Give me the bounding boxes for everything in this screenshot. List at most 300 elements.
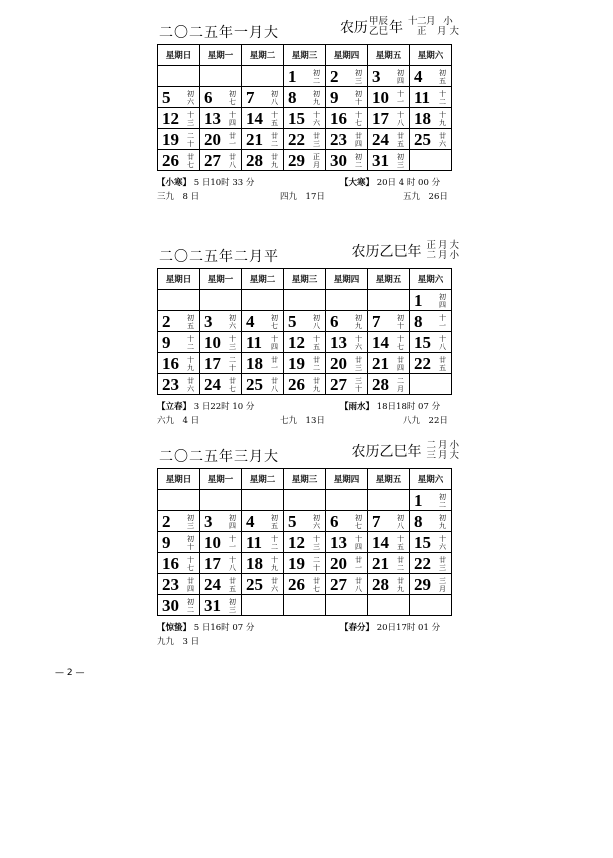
lunar-day: 廿 四 <box>397 356 404 372</box>
lunar-day: 初 七 <box>355 514 362 530</box>
lunar-months-a <box>408 17 435 37</box>
empty-day-cell <box>158 490 200 511</box>
solar-term-time: 3 日22时 10 分 <box>193 402 255 412</box>
empty-day-cell <box>326 490 368 511</box>
day-number: 18 <box>414 109 431 128</box>
lunar-day: 初 十 <box>397 314 404 330</box>
day-cell <box>242 353 284 374</box>
day-cell <box>200 511 242 532</box>
solar-term-name: 【立春】 <box>157 402 192 412</box>
day-number: 27 <box>330 575 347 594</box>
day-number: 4 <box>246 312 255 331</box>
week-row <box>158 290 452 311</box>
lunar-month-text: 二 <box>426 440 436 451</box>
day-cell <box>242 574 284 595</box>
month-header <box>157 14 459 44</box>
weekday-header-row <box>158 269 452 290</box>
empty-day-cell <box>242 595 284 616</box>
day-number: 26 <box>162 151 179 170</box>
weekday-header: 星期二 <box>242 469 284 490</box>
week-row <box>158 87 452 108</box>
lunar-month-text: 月 <box>437 440 448 451</box>
calendar-grid <box>157 44 452 171</box>
lunar-month-text: 月 <box>437 250 448 261</box>
day-cell <box>368 150 410 171</box>
day-cell <box>158 332 200 353</box>
nine-item <box>280 190 325 202</box>
day-number: 14 <box>246 109 263 128</box>
solar-term-1 <box>157 621 254 633</box>
empty-day-cell <box>200 66 242 87</box>
weekday-header: 星期五 <box>368 469 410 490</box>
calendar-grid <box>157 468 452 616</box>
lunar-day: 十 五 <box>397 535 404 551</box>
day-number: 14 <box>372 333 389 352</box>
lunar-years <box>369 17 388 37</box>
day-cell <box>410 490 452 511</box>
week-row <box>158 108 452 129</box>
day-cell <box>368 574 410 595</box>
lunar-day: 廿 二 <box>313 356 320 372</box>
day-number: 2 <box>162 312 171 331</box>
weekday-header: 星期三 <box>284 469 326 490</box>
day-cell <box>242 332 284 353</box>
nine-item <box>280 414 325 426</box>
lunar-day: 廿 四 <box>187 577 194 593</box>
lunar-day: 十 二 <box>439 90 446 106</box>
lunar-day: 廿 三 <box>313 132 320 148</box>
day-number: 21 <box>372 354 389 373</box>
day-cell <box>368 311 410 332</box>
empty-day-cell <box>368 595 410 616</box>
lunar-day: 廿 七 <box>229 377 236 393</box>
day-number: 25 <box>246 375 263 394</box>
lunar-day: 初 八 <box>397 514 404 530</box>
weekday-header: 星期四 <box>326 469 368 490</box>
day-number: 15 <box>414 333 431 352</box>
lunar-year-2: 乙巳 <box>368 26 388 37</box>
week-row <box>158 374 452 395</box>
lunar-day: 廿 八 <box>355 577 362 593</box>
day-number: 6 <box>330 312 339 331</box>
solar-terms <box>157 619 459 635</box>
day-cell <box>368 374 410 395</box>
lunar-month-text: 月 大 <box>436 26 459 37</box>
lunar-day: 初 五 <box>439 69 446 85</box>
day-cell <box>242 87 284 108</box>
day-cell <box>326 511 368 532</box>
day-cell <box>368 532 410 553</box>
lunar-day: 十 四 <box>355 535 362 551</box>
nine-item <box>157 414 199 426</box>
lunar-day: 廿 一 <box>271 356 278 372</box>
weekday-header: 星期二 <box>242 45 284 66</box>
lunar-day: 十 五 <box>271 111 278 127</box>
solar-term-time: 20日 4 时 00 分 <box>376 178 441 188</box>
day-cell <box>326 87 368 108</box>
day-cell <box>200 108 242 129</box>
day-cell <box>326 574 368 595</box>
weekday-header: 星期日 <box>158 269 200 290</box>
lunar-label: 农历乙巳年 <box>351 444 422 460</box>
nine-item <box>157 635 199 647</box>
day-number: 7 <box>246 88 255 107</box>
week-row <box>158 311 452 332</box>
lunar-label: 农历乙巳年 <box>351 244 422 260</box>
day-number: 8 <box>288 88 297 107</box>
day-cell <box>158 511 200 532</box>
lunar-day: 初 三 <box>397 153 404 169</box>
lunar-day: 廿 七 <box>313 577 320 593</box>
lunar-months-b <box>438 441 448 461</box>
lunar-day: 十 六 <box>313 111 320 127</box>
lunar-info <box>351 241 459 261</box>
day-number: 27 <box>330 375 347 394</box>
lunar-day: 初 二 <box>187 598 194 614</box>
solar-term-1 <box>157 400 254 412</box>
lunar-day: 廿 三 <box>439 556 446 572</box>
day-number: 13 <box>330 533 347 552</box>
day-cell <box>368 511 410 532</box>
nine-label: 三九 <box>157 192 175 202</box>
lunar-day: 初 六 <box>187 90 194 106</box>
lunar-month-text: 小 <box>449 440 459 451</box>
lunar-months-b <box>437 17 459 37</box>
lunar-day: 二 月 <box>397 377 404 393</box>
day-number: 13 <box>330 333 347 352</box>
lunar-months-a <box>426 241 436 261</box>
day-cell <box>410 311 452 332</box>
nine-day: 17日 <box>305 192 325 202</box>
empty-day-cell <box>242 290 284 311</box>
day-number: 8 <box>414 512 423 531</box>
empty-day-cell <box>158 66 200 87</box>
empty-day-cell <box>158 290 200 311</box>
lunar-day: 十 一 <box>397 90 404 106</box>
day-number: 17 <box>204 354 221 373</box>
day-cell <box>200 574 242 595</box>
day-cell <box>158 353 200 374</box>
solar-term-time: 18日18时 07 分 <box>376 402 441 412</box>
lunar-day: 十 七 <box>355 111 362 127</box>
day-cell <box>368 353 410 374</box>
day-number: 2 <box>162 512 171 531</box>
solar-term-name: 【惊蛰】 <box>157 623 192 633</box>
empty-day-cell <box>410 150 452 171</box>
weekday-header: 星期一 <box>200 469 242 490</box>
nine-label: 四九 <box>280 192 298 202</box>
weekday-header: 星期二 <box>242 269 284 290</box>
day-cell <box>284 311 326 332</box>
lunar-day: 初 七 <box>271 314 278 330</box>
day-cell <box>158 532 200 553</box>
lunar-day: 廿 五 <box>397 132 404 148</box>
day-cell <box>368 553 410 574</box>
day-cell <box>242 129 284 150</box>
day-number: 1 <box>288 67 297 86</box>
lunar-day: 三 十 <box>355 377 362 393</box>
lunar-month-text: 十二月 <box>407 16 435 27</box>
day-number: 10 <box>372 88 389 107</box>
lunar-day: 初 八 <box>271 90 278 106</box>
nine-item <box>403 190 448 202</box>
day-cell <box>158 595 200 616</box>
lunar-day: 初 九 <box>313 90 320 106</box>
lunar-day: 初 六 <box>313 514 320 530</box>
day-number: 3 <box>204 512 213 531</box>
nine-item <box>157 190 199 202</box>
lunar-day: 三 月 <box>439 577 446 593</box>
lunar-day: 二 十 <box>229 356 236 372</box>
day-number: 8 <box>414 312 423 331</box>
nine-label: 五九 <box>403 192 421 202</box>
day-cell <box>368 87 410 108</box>
day-number: 16 <box>162 354 179 373</box>
day-cell <box>410 511 452 532</box>
day-number: 29 <box>414 575 431 594</box>
lunar-day: 十 三 <box>187 111 194 127</box>
lunar-day: 廿 五 <box>439 356 446 372</box>
solar-term-2 <box>340 621 440 633</box>
lunar-day: 十 九 <box>271 556 278 572</box>
day-cell <box>158 574 200 595</box>
lunar-day: 廿 九 <box>313 377 320 393</box>
day-number: 31 <box>372 151 389 170</box>
day-number: 22 <box>288 130 305 149</box>
day-cell <box>326 311 368 332</box>
lunar-day: 廿 三 <box>355 356 362 372</box>
lunar-day: 十 二 <box>187 335 194 351</box>
day-cell <box>284 108 326 129</box>
lunar-day: 十 八 <box>439 335 446 351</box>
nine-label: 九九 <box>157 637 175 647</box>
lunar-day: 十 八 <box>229 556 236 572</box>
day-cell <box>326 150 368 171</box>
lunar-day: 正 月 <box>313 153 320 169</box>
lunar-months-c <box>449 441 459 461</box>
nines-row <box>157 635 459 649</box>
day-number: 20 <box>330 354 347 373</box>
day-cell <box>284 332 326 353</box>
day-cell <box>326 353 368 374</box>
day-number: 10 <box>204 333 221 352</box>
nine-day: 4 日 <box>182 416 200 426</box>
day-number: 26 <box>288 375 305 394</box>
empty-day-cell <box>284 490 326 511</box>
lunar-day: 十 八 <box>397 111 404 127</box>
day-number: 16 <box>162 554 179 573</box>
lunar-day: 初 九 <box>355 314 362 330</box>
day-cell <box>410 87 452 108</box>
day-cell <box>368 108 410 129</box>
day-cell <box>284 129 326 150</box>
nine-day: 22日 <box>428 416 448 426</box>
day-cell <box>326 129 368 150</box>
lunar-month-text: 正 <box>426 240 436 251</box>
day-number: 2 <box>330 67 339 86</box>
weekday-header: 星期六 <box>410 45 452 66</box>
lunar-day: 十 七 <box>397 335 404 351</box>
day-number: 23 <box>162 575 179 594</box>
lunar-day: 十 七 <box>187 556 194 572</box>
day-number: 7 <box>372 312 381 331</box>
lunar-day: 廿 六 <box>187 377 194 393</box>
day-number: 31 <box>204 596 221 615</box>
lunar-day: 初 二 <box>355 153 362 169</box>
weekday-header: 星期四 <box>326 269 368 290</box>
day-number: 6 <box>204 88 213 107</box>
empty-day-cell <box>368 490 410 511</box>
day-cell <box>158 108 200 129</box>
day-number: 5 <box>288 312 297 331</box>
lunar-day: 廿 一 <box>229 132 236 148</box>
lunar-label: 农历 <box>339 20 368 36</box>
day-cell <box>200 353 242 374</box>
weekday-header: 星期六 <box>410 269 452 290</box>
day-number: 12 <box>288 333 305 352</box>
nine-label: 八九 <box>403 416 421 426</box>
day-cell <box>410 353 452 374</box>
lunar-day: 十 六 <box>439 535 446 551</box>
day-number: 16 <box>330 109 347 128</box>
solar-term-name: 【春分】 <box>340 623 375 633</box>
day-cell <box>284 150 326 171</box>
lunar-day: 初 五 <box>271 514 278 530</box>
day-cell <box>158 150 200 171</box>
day-number: 24 <box>372 130 389 149</box>
empty-day-cell <box>326 595 368 616</box>
lunar-day: 廿 六 <box>271 577 278 593</box>
weekday-header: 星期四 <box>326 45 368 66</box>
day-number: 19 <box>288 354 305 373</box>
lunar-day: 初 三 <box>355 69 362 85</box>
empty-day-cell <box>368 290 410 311</box>
day-number: 9 <box>330 88 339 107</box>
day-cell <box>368 66 410 87</box>
day-number: 21 <box>372 554 389 573</box>
day-number: 3 <box>204 312 213 331</box>
day-number: 4 <box>414 67 423 86</box>
day-cell <box>242 108 284 129</box>
lunar-day: 十 四 <box>229 111 236 127</box>
lunar-info <box>340 17 459 37</box>
day-number: 19 <box>162 130 179 149</box>
lunar-month-text: 二 <box>426 250 436 261</box>
day-number: 29 <box>288 151 305 170</box>
lunar-day: 初 五 <box>187 314 194 330</box>
day-number: 1 <box>414 291 423 310</box>
lunar-day: 十 九 <box>187 356 194 372</box>
month-title: 二〇二五年三月大 <box>159 449 279 465</box>
lunar-day: 廿 二 <box>271 132 278 148</box>
weekday-header: 星期五 <box>368 45 410 66</box>
weekday-header: 星期三 <box>284 45 326 66</box>
day-number: 5 <box>162 88 171 107</box>
lunar-day: 二 十 <box>187 132 194 148</box>
solar-term-time: 5 日10时 33 分 <box>193 178 255 188</box>
day-number: 11 <box>246 533 263 552</box>
nine-label: 七九 <box>280 416 298 426</box>
lunar-day: 十 三 <box>313 535 320 551</box>
day-number: 7 <box>372 512 381 531</box>
lunar-day: 十 一 <box>439 314 446 330</box>
day-number: 10 <box>204 533 221 552</box>
day-cell <box>284 374 326 395</box>
day-cell <box>242 150 284 171</box>
day-number: 20 <box>204 130 221 149</box>
day-number: 13 <box>204 109 221 128</box>
day-number: 28 <box>372 375 389 394</box>
week-row <box>158 532 452 553</box>
day-number: 28 <box>372 575 389 594</box>
lunar-month-text: 大 <box>449 240 459 251</box>
solar-term-name: 【大寒】 <box>340 178 375 188</box>
month-title: 二〇二五年二月平 <box>159 249 279 265</box>
day-cell <box>158 311 200 332</box>
day-number: 19 <box>288 554 305 573</box>
day-number: 18 <box>246 354 263 373</box>
week-row <box>158 66 452 87</box>
lunar-day: 初 九 <box>439 514 446 530</box>
day-number: 12 <box>288 533 305 552</box>
empty-day-cell <box>410 595 452 616</box>
day-cell <box>200 553 242 574</box>
weekday-header: 星期五 <box>368 269 410 290</box>
day-cell <box>410 553 452 574</box>
day-cell <box>200 311 242 332</box>
nine-item <box>403 414 448 426</box>
day-number: 23 <box>330 130 347 149</box>
week-row <box>158 332 452 353</box>
day-number: 11 <box>246 333 263 352</box>
day-number: 3 <box>372 67 381 86</box>
day-number: 11 <box>414 88 431 107</box>
day-number: 5 <box>288 512 297 531</box>
solar-terms <box>157 398 459 414</box>
day-cell <box>326 66 368 87</box>
day-number: 17 <box>204 554 221 573</box>
day-cell <box>242 532 284 553</box>
day-cell <box>200 332 242 353</box>
day-number: 15 <box>288 109 305 128</box>
lunar-day: 初 四 <box>439 293 446 309</box>
month-march <box>157 438 459 649</box>
week-row <box>158 574 452 595</box>
lunar-day: 廿 九 <box>397 577 404 593</box>
week-row <box>158 511 452 532</box>
weekday-header: 星期六 <box>410 469 452 490</box>
solar-term-time: 5 日16时 07 分 <box>193 623 255 633</box>
week-row <box>158 553 452 574</box>
day-number: 4 <box>246 512 255 531</box>
lunar-day: 初 十 <box>187 535 194 551</box>
nine-label: 六九 <box>157 416 175 426</box>
empty-day-cell <box>284 595 326 616</box>
day-cell <box>200 374 242 395</box>
day-cell <box>410 574 452 595</box>
day-cell <box>158 87 200 108</box>
day-number: 6 <box>330 512 339 531</box>
day-cell <box>284 574 326 595</box>
lunar-day: 廿 七 <box>187 153 194 169</box>
solar-term-2 <box>340 176 440 188</box>
lunar-month-text: 小 <box>443 16 453 27</box>
lunar-day: 十 二 <box>271 535 278 551</box>
day-cell <box>326 553 368 574</box>
weekday-header: 星期一 <box>200 269 242 290</box>
lunar-day: 初 六 <box>229 314 236 330</box>
day-cell <box>326 108 368 129</box>
